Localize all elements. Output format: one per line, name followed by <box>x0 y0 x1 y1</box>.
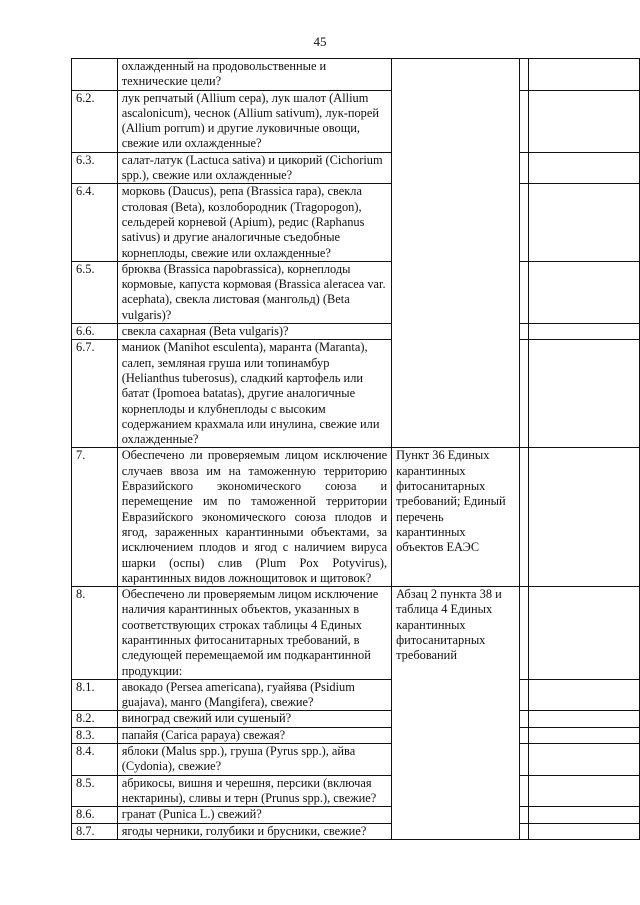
blank-cell <box>528 324 639 340</box>
row-number: 8.7. <box>72 823 118 839</box>
blank-cell <box>528 823 639 839</box>
row-question: охлажденный на продовольственные и технические цели? <box>117 59 391 91</box>
blank-cell <box>519 59 528 91</box>
blank-cell <box>528 807 639 823</box>
table-row <box>72 184 640 261</box>
row-question: Обеспечено ли проверяемым лицом исключение наличия карантинных объектов, указанных в соответствующих строках таблицы 4 Единых карантинных фитосанитарных требований, в следующей перемещаемой им подкарантинной продукции: <box>117 587 391 680</box>
blank-cell <box>528 587 639 680</box>
table-row <box>72 775 640 807</box>
blank-cell <box>519 823 528 839</box>
row-number: 6.2. <box>72 90 118 152</box>
table-row <box>72 587 640 680</box>
row-question: свекла сахарная (Beta vulgaris)? <box>117 324 391 340</box>
row-number <box>72 59 118 91</box>
blank-cell <box>519 775 528 807</box>
blank-cell <box>528 152 639 184</box>
table-row <box>72 59 640 91</box>
row-number: 6.6. <box>72 324 118 340</box>
blank-cell <box>528 184 639 261</box>
table-row <box>72 711 640 727</box>
blank-cell <box>519 711 528 727</box>
row-question: ягоды черники, голубики и брусники, свежие? <box>117 823 391 839</box>
page-number: 45 <box>313 34 327 49</box>
table-row <box>72 152 640 184</box>
row-number: 6.7. <box>72 340 118 448</box>
blank-cell <box>519 340 528 448</box>
row-reference <box>392 59 520 448</box>
row-number: 8. <box>72 587 118 680</box>
blank-cell <box>519 324 528 340</box>
table-row <box>72 807 640 823</box>
row-number: 8.3. <box>72 727 118 743</box>
table-row <box>72 679 640 711</box>
table-row <box>72 448 640 587</box>
blank-cell <box>528 727 639 743</box>
table-row <box>72 823 640 839</box>
row-question: папайя (Carica papaya) свежая? <box>117 727 391 743</box>
row-number: 8.6. <box>72 807 118 823</box>
row-question: маниок (Manihot esculenta), маранта (Maranta), салеп, земляная груша или топинамбур (Helianthus tuberosus), сладкий картофель или батат (Ipomoea batatas), другие аналогичные корнеплоды и клубнеплоды с высоким содержанием крахмала или инулина, свежие или охлажденные? <box>117 340 391 448</box>
row-question: гранат (Punica L.) свежий? <box>117 807 391 823</box>
row-number: 6.4. <box>72 184 118 261</box>
blank-cell <box>528 448 639 587</box>
blank-cell <box>528 340 639 448</box>
table-row <box>72 727 640 743</box>
row-question: салат-латук (Lactuca sativa) и цикорий (Cichorium spp.), свежие или охлажденные? <box>117 152 391 184</box>
row-question: брюква (Brassica napobrassica), корнеплоды кормовые, капуста кормовая (Brassica aleracea var. acephata), свекла листовая (мангольд) (Beta vulgaris)? <box>117 261 391 323</box>
blank-cell <box>528 744 639 776</box>
table-row <box>72 340 640 448</box>
blank-cell <box>519 448 528 587</box>
row-question: яблоки (Malus spp.), груша (Pyrus spp.), айва (Cydonia), свежие? <box>117 744 391 776</box>
row-number: 8.5. <box>72 775 118 807</box>
row-number: 6.5. <box>72 261 118 323</box>
blank-cell <box>519 679 528 711</box>
row-question: абрикосы, вишня и черешня, персики (включая нектарины), сливы и терн (Prunus spp.), свежие? <box>117 775 391 807</box>
blank-cell <box>528 775 639 807</box>
blank-cell <box>528 261 639 323</box>
blank-cell <box>519 184 528 261</box>
blank-cell <box>528 711 639 727</box>
blank-cell <box>519 807 528 823</box>
blank-cell <box>519 587 528 680</box>
row-question: лук репчатый (Allium cepa), лук шалот (Allium ascalonicum), чеснок (Allium sativum), лук-порей (Allium porrum) и другие луковичные овощи, свежие или охлажденные? <box>117 90 391 152</box>
row-number: 7. <box>72 448 118 587</box>
blank-cell <box>528 90 639 152</box>
row-question: морковь (Daucus), репа (Brassica rapa), свекла столовая (Beta), козлобородник (Tragopogon), сельдерей корневой (Apium), редис (Raphanus sativus) и другие аналогичные съедобные корнеплоды, свежие или охлажденные? <box>117 184 391 261</box>
checklist-table <box>71 58 640 840</box>
row-question: Обеспечено ли проверяемым лицом исключение случаев ввоза им на таможенную территорию Евразийского экономического союза и перемещение им по таможенной территории Евразийского экономического союза плодов и ягод, зараженных карантинными объектами, за исключением плодов и ягод с наличием вируса шарки (оспы) слив (Plum Pox Potyvirus), карантинных видов ложнощитовок и щитовок? <box>117 448 391 587</box>
row-question: виноград свежий или сушеный? <box>117 711 391 727</box>
blank-cell <box>519 90 528 152</box>
blank-cell <box>528 679 639 711</box>
table-row <box>72 261 640 323</box>
row-question: авокадо (Persea americana), гуайява (Psidium guajava), манго (Mangifera), свежие? <box>117 679 391 711</box>
blank-cell <box>519 152 528 184</box>
table-row <box>72 324 640 340</box>
blank-cell <box>519 727 528 743</box>
row-number: 8.1. <box>72 679 118 711</box>
table-row <box>72 744 640 776</box>
row-number: 8.4. <box>72 744 118 776</box>
row-number: 6.3. <box>72 152 118 184</box>
blank-cell <box>528 59 639 91</box>
row-number: 8.2. <box>72 711 118 727</box>
row-reference: Абзац 2 пункта 38 и таблица 4 Единых карантинных фитосанитарных требований <box>392 587 520 840</box>
blank-cell <box>519 261 528 323</box>
table-row <box>72 90 640 152</box>
row-reference: Пункт 36 Единых карантинных фитосанитарных требований; Единый перечень карантинных объектов ЕАЭС <box>392 448 520 587</box>
blank-cell <box>519 744 528 776</box>
